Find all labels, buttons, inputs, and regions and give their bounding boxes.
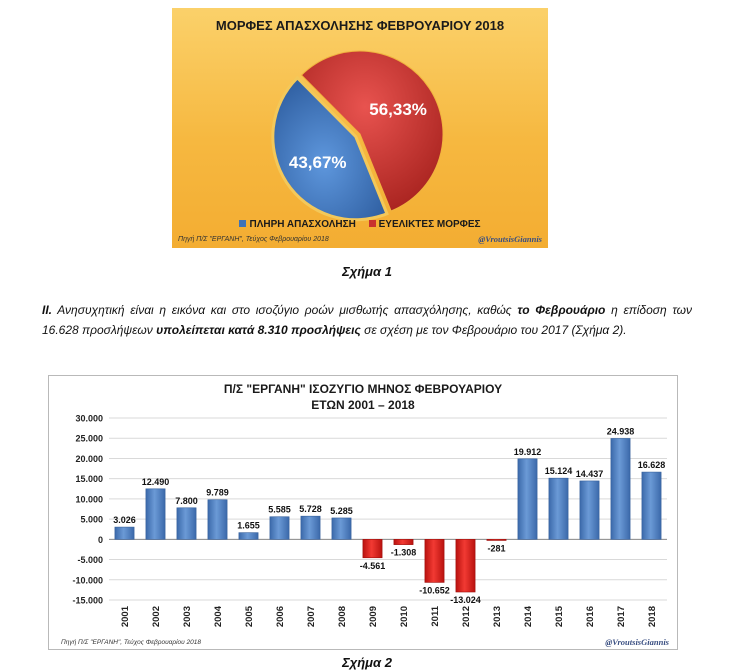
bar-2005	[239, 533, 258, 540]
x-tick-label-2015: 2015	[554, 606, 565, 628]
legend-swatch-red	[369, 220, 376, 227]
bar-value-label-2015: 15.124	[544, 466, 573, 477]
figure-2-caption: Σχήμα 2	[342, 655, 392, 670]
pie-source-note: Πηγή Π/Σ "ΕΡΓΑΝΗ", Τεύχος Φεβρουαρίου 2018	[178, 236, 329, 243]
bar-2012	[456, 539, 475, 592]
pie-chart-title: ΜΟΡΦΕΣ ΑΠΑΣΧΟΛΗΣΗΣ ΦΕΒΡΟΥΑΡΙΟΥ 2018	[215, 18, 505, 33]
bar-2004	[208, 500, 227, 540]
paragraph-bold-1: το Φεβρουάριο	[517, 303, 606, 317]
x-tick-label-2012: 2012	[461, 606, 472, 628]
bar-chart	[49, 376, 677, 649]
y-tick-label: 0	[97, 534, 103, 545]
x-tick-label-2014: 2014	[523, 606, 534, 628]
bar-2006	[270, 517, 289, 540]
x-tick-label-2017: 2017	[616, 606, 627, 628]
bar-value-label-2010: -1.308	[390, 547, 417, 558]
paragraph-text-2: η επίδοση των 16.628 προσλήψεων	[42, 303, 693, 337]
y-tick-label: 20.000	[75, 453, 103, 464]
y-tick-label: 5.000	[80, 514, 103, 525]
bar-value-label-2007: 5.728	[299, 504, 322, 515]
figure-1-caption: Σχήμα 1	[342, 264, 392, 279]
x-tick-label-2006: 2006	[275, 606, 286, 628]
bar-2007	[301, 516, 320, 539]
bar-chart-title-line1: Π/Σ "ΕΡΓΑΝΗ" ΙΣΟΖΥΓΙΟ ΜΗΝΟΣ ΦΕΒΡΟΥΑΡΙΟΥ	[223, 382, 503, 396]
bar-value-label-2011: -10.652	[419, 585, 450, 596]
y-tick-label: 15.000	[75, 474, 103, 485]
bar-value-label-2017: 24.938	[606, 426, 635, 437]
legend-label-flexible: ΕΥΕΛΙΚΤΕΣ ΜΟΡΦΕΣ	[378, 219, 481, 230]
bar-chart-card	[48, 375, 678, 650]
bar-value-label-2008: 5.285	[330, 505, 353, 516]
pie-author-handle: @VroutsisGiannis	[478, 234, 542, 244]
legend-item-flexible	[369, 219, 481, 230]
bar-2011	[425, 539, 444, 582]
x-tick-label-2018: 2018	[647, 606, 658, 628]
bar-source-note: Πηγή Π/Σ "ΕΡΓΑΝΗ", Τεύχος Φεβρουαρίου 2018	[61, 639, 201, 646]
x-tick-label-2011: 2011	[430, 606, 441, 627]
bar-value-label-2012: -13.024	[450, 595, 481, 606]
bar-2010	[394, 539, 413, 544]
bar-2015	[549, 478, 568, 539]
x-tick-label-2005: 2005	[244, 606, 255, 628]
y-tick-label: 30.000	[75, 413, 103, 424]
y-tick-label: 10.000	[75, 494, 103, 505]
x-tick-label-2009: 2009	[368, 606, 379, 628]
x-tick-label-2007: 2007	[306, 606, 317, 628]
bar-2018	[642, 472, 661, 539]
legend-swatch-blue	[239, 220, 246, 227]
bar-value-label-2002: 12.490	[141, 476, 170, 487]
pie-chart-card	[172, 8, 548, 248]
x-tick-label-2004: 2004	[213, 606, 224, 628]
x-tick-label-2016: 2016	[585, 606, 596, 628]
legend-item-full-time	[239, 219, 355, 230]
bar-value-label-2001: 3.026	[113, 515, 136, 526]
body-paragraph	[42, 300, 692, 340]
pie-label-full-time: 43,67%	[288, 152, 347, 172]
bar-value-label-2016: 14.437	[575, 468, 604, 479]
bar-2001	[115, 527, 134, 539]
bar-2017	[611, 438, 630, 539]
paragraph-number: ΙΙ.	[42, 303, 53, 317]
bar-value-label-2013: -281	[487, 543, 506, 554]
paragraph-bold-2: υπολείπεται κατά 8.310 προσλήψεις	[156, 323, 361, 337]
bar-value-label-2014: 19.912	[513, 446, 542, 457]
bar-2009	[363, 539, 382, 557]
x-tick-label-2001: 2001	[120, 606, 131, 628]
y-tick-label: -10.000	[72, 575, 103, 586]
bar-author-handle: @VroutsisGiannis	[605, 637, 669, 647]
pie-chart	[172, 8, 548, 248]
bar-value-label-2009: -4.561	[359, 560, 386, 571]
x-tick-label-2008: 2008	[337, 606, 348, 628]
y-tick-label: -5.000	[77, 555, 103, 566]
bar-2002	[146, 489, 165, 540]
y-tick-label: 25.000	[75, 433, 103, 444]
bar-2014	[518, 459, 537, 540]
bar-value-label-2005: 1.655	[237, 520, 260, 531]
pie-label-flexible: 56,33%	[369, 99, 427, 119]
x-tick-label-2010: 2010	[399, 606, 410, 628]
bar-2008	[332, 518, 351, 539]
y-tick-label: -15.000	[72, 595, 103, 606]
bar-2016	[580, 481, 599, 539]
bar-chart-title-line2: ΕΤΩΝ 2001 – 2018	[311, 398, 415, 412]
x-tick-label-2002: 2002	[151, 606, 162, 628]
x-tick-label-2003: 2003	[182, 606, 193, 628]
pie-legend	[172, 219, 548, 230]
bar-value-label-2006: 5.585	[268, 504, 291, 515]
bar-value-label-2004: 9.789	[206, 487, 229, 498]
bar-2013	[487, 539, 506, 540]
bar-2003	[177, 508, 196, 540]
paragraph-text-3: σε σχέση με τον Φεβρουάριο του 2017 (Σχήμα 2).	[360, 323, 627, 337]
paragraph-text-1: Ανησυχητική είναι η εικόνα και στο ισοζύγιο ροών μισθωτής απασχόλησης, καθώς	[52, 303, 518, 317]
legend-label-full-time: ΠΛΗΡΗ ΑΠΑΣΧΟΛΗΣΗ	[249, 219, 356, 230]
bar-value-label-2018: 16.628	[637, 460, 666, 471]
x-tick-label-2013: 2013	[492, 606, 503, 628]
bar-value-label-2003: 7.800	[175, 495, 198, 506]
